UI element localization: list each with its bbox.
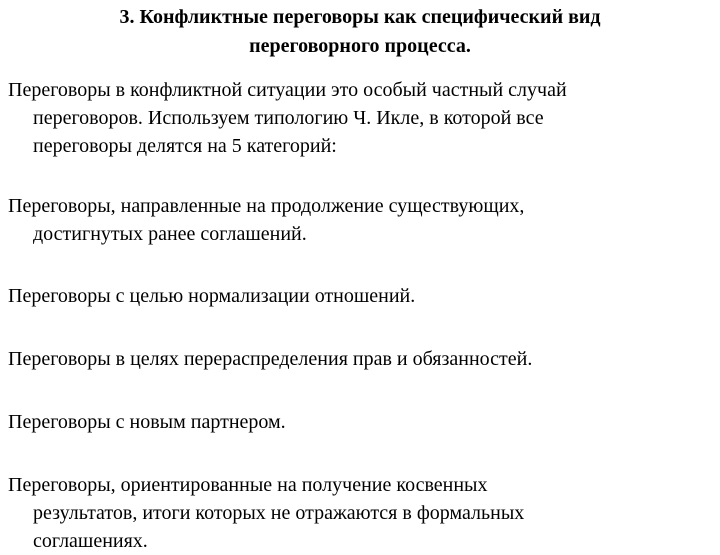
paragraph-line: Переговоры, направленные на продолжение существующих,	[8, 195, 525, 217]
paragraph-line: достигнутых ранее соглашений.	[33, 223, 307, 245]
slide-title-line: 3. Конфликтные переговоры как специфический вид	[119, 6, 601, 28]
category-item-5	[8, 471, 708, 555]
slide-title-line: переговорного процесса.	[249, 35, 471, 57]
paragraph-line: Переговоры в целях перераспределения прав и обязанностей.	[8, 348, 533, 370]
category-item-2	[8, 282, 708, 310]
paragraph-line: переговоры делятся на 5 категорий:	[33, 135, 337, 157]
slide-title	[0, 3, 720, 61]
paragraph-line: переговоров. Используем типологию Ч. Икле, в которой все	[33, 107, 544, 129]
intro-paragraph	[8, 76, 708, 160]
paragraph-line: Переговоры с новым партнером.	[8, 411, 286, 433]
paragraph-line: соглашениях.	[33, 530, 148, 552]
category-item-1	[8, 192, 708, 248]
category-item-4	[8, 408, 708, 436]
paragraph-line: Переговоры в конфликтной ситуации это особый частный случай	[8, 79, 567, 101]
paragraph-line: Переговоры с целью нормализации отношений.	[8, 285, 416, 307]
paragraph-line: Переговоры, ориентированные на получение косвенных	[8, 474, 488, 496]
category-item-3	[8, 345, 708, 373]
paragraph-line: результатов, итоги которых не отражаются в формальных	[33, 502, 525, 524]
